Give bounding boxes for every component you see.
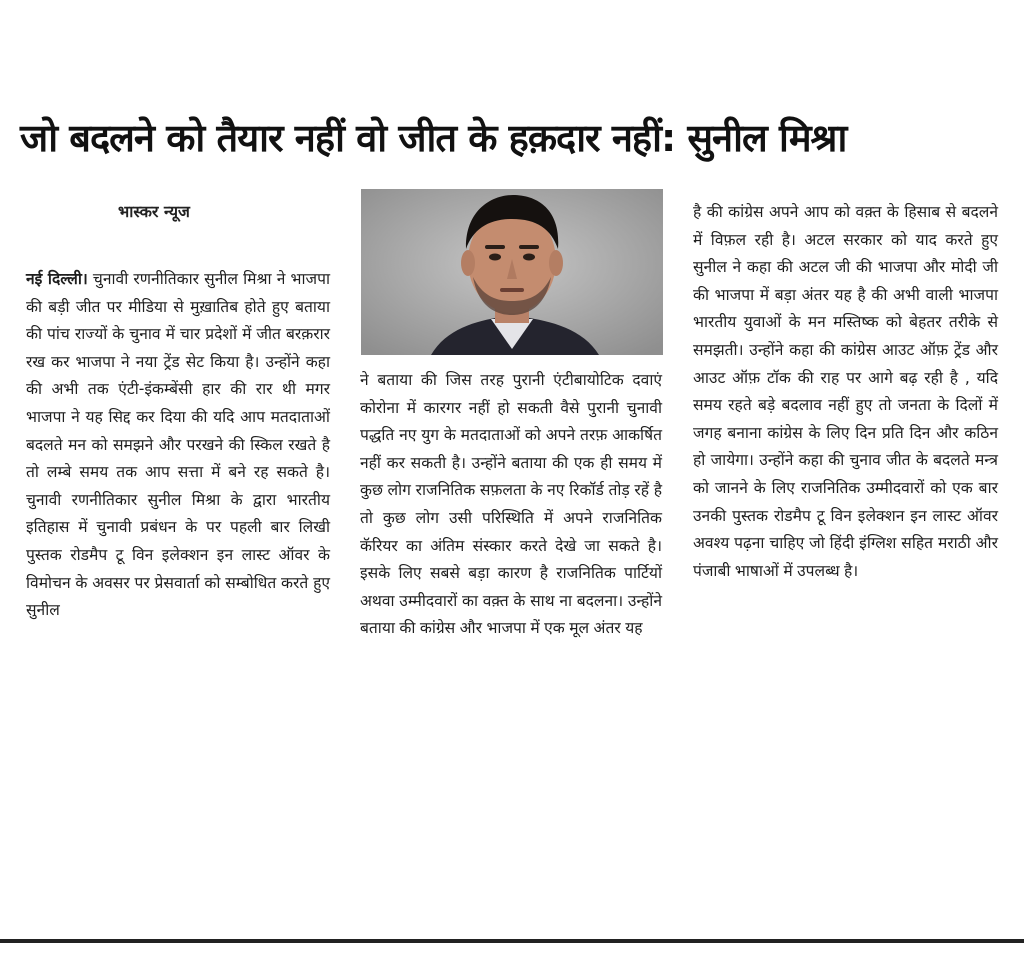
article-byline: भास्कर न्यूज bbox=[118, 202, 190, 221]
article-column-2: ने बताया की जिस तरह पुरानी एंटीबायोटिक दवाएं कोरोना में कारगर नहीं हो सकती वैसे पुरानी चुनावी पद्धति नए युग के मतदाताओं को अपने तरफ़ आकर्षित नहीं कर सकती है। उन्होंने बताया की एक ही समय में कुछ लोग राजनितिक सफ़लता के नए रिकॉर्ड तोड़ रहें है तो कुछ लोग उसी परिस्थिति में अपने राजनितिक कॅरियर का अंतिम संस्कार करते देखे जा सकते है। इसके लिए सबसे बड़ा कारण है राजनितिक पार्टियों अथवा उम्मीदवारों का वक़्त के साथ ना बदलना। उन्होंने बताया की कांग्रेस और भाजपा में एक मूल अंतर यह bbox=[360, 371, 662, 638]
article-headline: जो बदलने को तैयार नहीं वो जीत के हक़दार नहीं: सुनील मिश्रा bbox=[20, 116, 847, 160]
article-column-1 bbox=[26, 266, 330, 625]
article-column-3: है की कांग्रेस अपने आप को वक़्त के हिसाब से बदलने में विफ़ल रही है। अटल सरकार को याद करते हुए सुनील ने कहा की अटल जी की भाजपा और मोदी जी की भाजपा में बड़ा अंतर यह है की अभी वाली भाजपा भारतीय युवाओं के मन मस्तिष्क को बेहतर तरीके से समझती। उन्होंने कहा की कांग्रेस आउट ऑफ़ ट्रेंड और आउट ऑफ़ टॉक की राह पर आगे बढ़ रही है , यदि समय रहते बड़े बदलाव नहीं हुए तो जनता के दिलों में जगह बनाना कांग्रेस के लिए दिन प्रति दिन और कठिन हो जायेगा। उन्होंने कहा की चुनाव जीत के बदलते मन्त्र को जानने के लिए राजनितिक उम्मीदवारों को एक बार उनकी पुस्तक रोडमैप टू विन इलेक्शन इन लास्ट ऑवर अवश्य पढ़ना चाहिए जो हिंदी इंग्लिश सहित मराठी और पंजाबी भाषाओं में उपलब्ध है। bbox=[693, 203, 998, 580]
article-dateline: नई दिल्ली। bbox=[26, 270, 88, 288]
bottom-rule bbox=[0, 939, 1024, 943]
portrait-photo bbox=[361, 189, 663, 355]
portrait-image bbox=[361, 189, 663, 355]
article-column-1-text: चुनावी रणनीतिकार सुनील मिश्रा ने भाजपा की बड़ी जीत पर मीडिया से मुख़ातिब होते हुए बताया की पांच राज्यों के चुनाव में चार प्रदेशों में जीत बरक़रार रख कर भाजपा ने नया ट्रेंड सेट किया है। उन्होंने कहा की अभी तक एंटी-इंकम्बेंसी हार की रार थी मगर भाजपा ने यह सिद्द कर दिया की यदि आप मतदाताओं बदलते मन को समझने और परखने की स्किल रखते है तो लम्बे समय तक आप सत्ता में बने रह सकते है। चुनावी रणनीतिकार सुनील मिश्रा के द्वारा भारतीय इतिहास में चुनावी प्रबंधन के पर पहली बार लिखी पुस्तक रोडमैप टू विन इलेक्शन इन लास्ट ऑवर के विमोचन के अवसर पर प्रेसवार्ता को सम्बोधित करते हुए सुनील bbox=[26, 270, 330, 620]
